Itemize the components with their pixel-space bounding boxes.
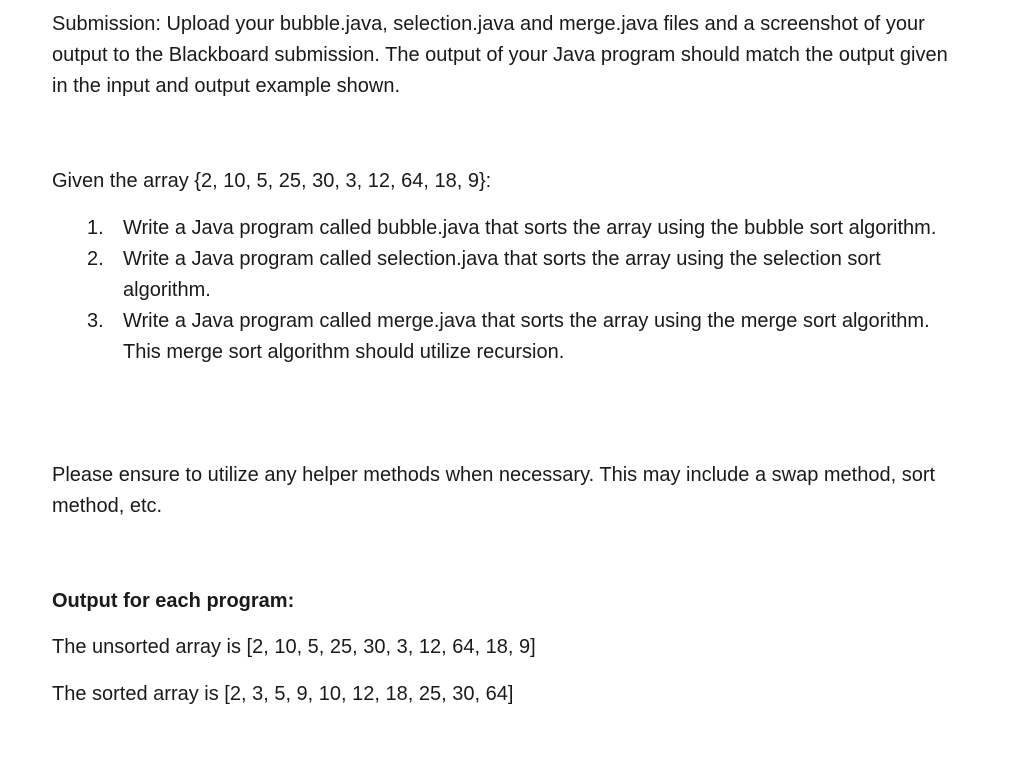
task-number: 1. xyxy=(87,217,104,239)
task-item-bubble xyxy=(52,213,943,244)
task-text: Write a Java program called bubble.java that sorts the array using the bubble sort algorithm. xyxy=(123,217,937,239)
task-item-merge xyxy=(52,306,943,368)
task-text: Write a Java program called merge.java that sorts the array using the merge sort algorithm. This merge sort algorithm should utilize recursion. xyxy=(123,310,930,363)
task-text: Write a Java program called selection.java that sorts the array using the selection sort algorithm. xyxy=(123,248,881,301)
helper-methods-note: Please ensure to utilize any helper methods when necessary. This may include a swap method, sort method, etc. xyxy=(52,464,936,517)
task-item-selection xyxy=(52,244,943,306)
task-list xyxy=(52,213,972,368)
task-number: 3. xyxy=(87,310,104,332)
given-array-statement: Given the array {2, 10, 5, 25, 30, 3, 12, 64, 18, 9}: xyxy=(52,170,492,192)
output-heading: Output for each program: xyxy=(52,590,295,612)
unsorted-output-line: The unsorted array is [2, 10, 5, 25, 30, 3, 12, 64, 18, 9] xyxy=(52,636,536,658)
submission-instructions: Submission: Upload your bubble.java, selection.java and merge.java files and a screenshot of your output to the Blackboard submission. The output of your Java program should match the output given in the input and output example shown. xyxy=(52,13,948,97)
sorted-output-line: The sorted array is [2, 3, 5, 9, 10, 12, 18, 25, 30, 64] xyxy=(52,683,514,705)
task-number: 2. xyxy=(87,248,104,270)
